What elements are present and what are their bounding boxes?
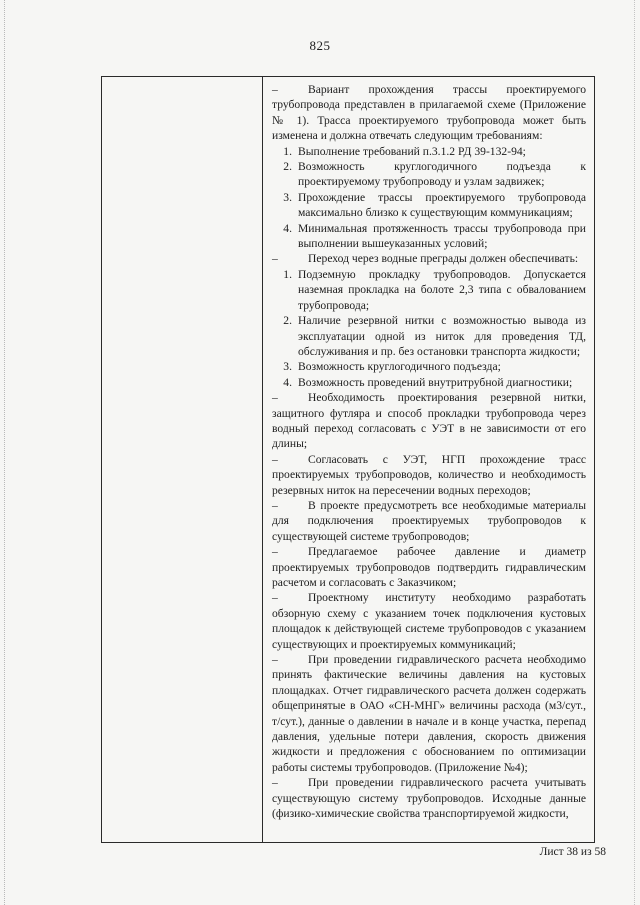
item-number: 2.: [283, 314, 292, 328]
paragraph-text: При проведении гидравлического расчета учитывать существующую систему трубопроводов. Исходные данные (физико-химические свойства транспортируемой жидкости,: [272, 776, 586, 821]
column-divider: [262, 77, 263, 842]
paragraph-text: Переход через водные преграды должен обеспечивать:: [308, 252, 579, 266]
numbered-item: [272, 221, 586, 252]
paragraph-text: В проекте предусмотреть все необходимые материалы для подключения проектируемых трубопроводов к существующей системе трубопроводов;: [272, 498, 586, 543]
item-text: Прохождение трассы проектируемого трубопровода максимально близко к существующим коммуникациям;: [298, 190, 586, 220]
item-text: Минимальная протяженность трассы трубопровода при выполнении вышеуказанных условий;: [298, 221, 586, 251]
dash-paragraph: [272, 251, 586, 266]
dash-paragraph: [272, 652, 586, 775]
numbered-item: [272, 267, 586, 313]
item-text: Наличие резервной нитки с возможностью вывода из эксплуатации одной из ниток для проведения ТД, обслуживания и пр. без остановки транспорта жидкости;: [298, 314, 586, 358]
dash-paragraph: [272, 82, 586, 144]
paragraph-text: Согласовать с УЭТ, НГП прохождение трасс проектируемых трубопроводов, количество и необходимость резервных ниток на пересечении водных переходов;: [272, 452, 586, 497]
item-text: Подземную прокладку трубопроводов. Допускается наземная прокладка на болоте 2,3 типа с обвалованием трубопровода;: [298, 267, 586, 312]
dash-marker: –: [272, 498, 278, 512]
table-content-cell: [272, 82, 586, 822]
paragraph-text: Проектному институту необходимо разработать обзорную схему с указанием точек подключения кустовых площадок к действующей системе трубопроводов с указанием существующих и проектируемых коммуникаций;: [272, 591, 586, 651]
scan-edge-left: [4, 0, 5, 905]
dash-paragraph: [272, 544, 586, 590]
dash-marker: –: [272, 252, 278, 266]
item-number: 1.: [283, 267, 292, 281]
numbered-item: [272, 375, 586, 390]
paragraph-text: Предлагаемое рабочее давление и диаметр проектируемых трубопроводов подтвердить гидравлическим расчетом и согласовать с Заказчиком;: [272, 545, 586, 589]
numbered-item: [272, 313, 586, 359]
dash-marker: –: [272, 391, 278, 405]
dash-paragraph: [272, 390, 586, 452]
paragraph-text: Необходимость проектирования резервной нитки, защитного футляра и способ прокладки трубопровода через водный переход согласовать с УЭТ в не зависимости от его длины;: [272, 391, 586, 451]
numbered-item: [272, 144, 586, 159]
item-number: 3.: [283, 360, 292, 374]
item-text: Возможность круглогодичного подъезда;: [298, 360, 501, 374]
dash-marker: –: [272, 653, 278, 667]
scan-edge-right: [634, 0, 635, 905]
dash-paragraph: [272, 590, 586, 652]
numbered-item: [272, 359, 586, 374]
numbered-item: [272, 159, 586, 190]
dash-paragraph: [272, 775, 586, 821]
item-number: 3.: [283, 190, 292, 204]
dash-marker: –: [272, 83, 278, 96]
paragraph-text: При проведении гидравлического расчета необходимо принять фактические величины давления на кустовых площадках. Отчет гидравлического расчета должен содержать общепринятые в ОАО «СН-МНГ» величины расхода (м3/сут., т/сут.), данные о давлении в начале и в конце участка, перепад давления, удельные потери давления, скорость движения жидкости и предложения с обоснованием по оптимизации работы системы трубопроводов. (Приложение №4);: [272, 653, 586, 774]
requirements-table: [101, 76, 595, 843]
item-text: Возможность проведений внутритрубной диагностики;: [298, 375, 573, 389]
item-number: 4.: [283, 221, 292, 235]
dash-paragraph: [272, 498, 586, 544]
item-text: Возможность круглогодичного подъезда к проектируемому трубопроводу и узлам задвижек;: [298, 160, 586, 189]
item-number: 2.: [283, 160, 292, 174]
item-number: 4.: [283, 375, 292, 389]
item-text: Выполнение требований п.3.1.2 РД 39-132-94;: [298, 144, 526, 158]
page-number: 825: [309, 38, 331, 53]
dash-marker: –: [272, 452, 278, 466]
dash-marker: –: [272, 545, 278, 559]
dash-marker: –: [272, 591, 278, 605]
dash-marker: –: [272, 776, 278, 790]
paragraph-text: Вариант прохождения трассы проектируемого трубопровода представлен в прилагаемой схеме (Приложение № 1). Трасса проектируемого трубопровода может быть изменена и должна отвечать следующим требованиям:: [272, 83, 586, 143]
dash-paragraph: [272, 452, 586, 498]
sheet-footer: Лист 38 из 58: [539, 846, 606, 858]
numbered-item: [272, 190, 586, 221]
item-number: 1.: [283, 144, 292, 158]
